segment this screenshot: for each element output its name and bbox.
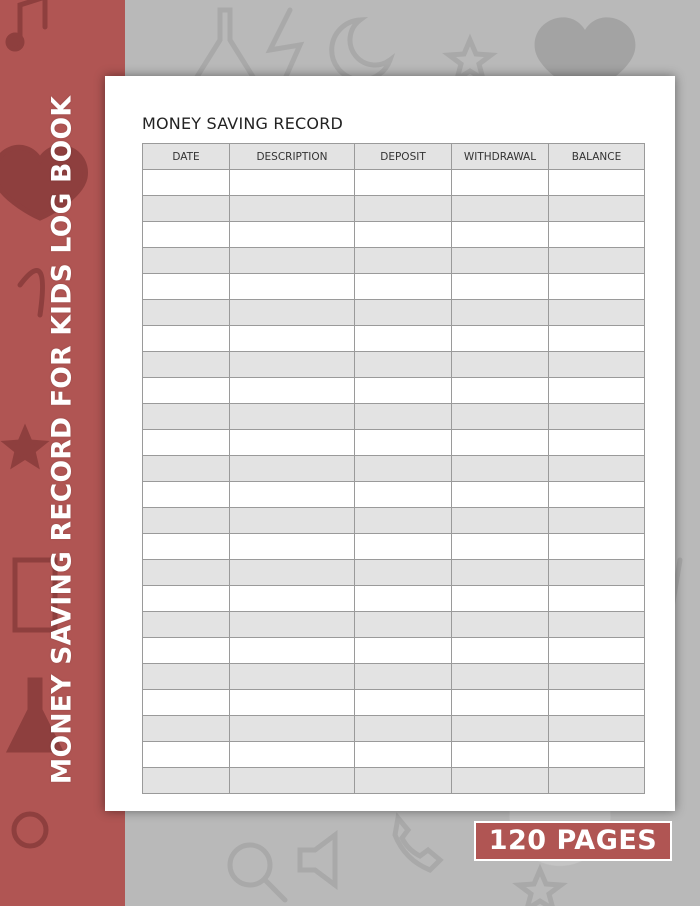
- table-row: [143, 456, 645, 482]
- date-cell: [143, 612, 230, 638]
- withdrawal-cell: [452, 612, 549, 638]
- date-cell: [143, 352, 230, 378]
- table-row: [143, 222, 645, 248]
- table-row: [143, 586, 645, 612]
- description-cell: [230, 482, 355, 508]
- deposit-cell: [355, 456, 452, 482]
- page-title: MONEY SAVING RECORD: [142, 114, 344, 133]
- balance-cell: [549, 274, 645, 300]
- flask-icon: [195, 10, 255, 80]
- deposit-cell: [355, 222, 452, 248]
- balance-cell: [549, 170, 645, 196]
- description-cell: [230, 456, 355, 482]
- date-cell: [143, 456, 230, 482]
- withdrawal-cell: [452, 768, 549, 794]
- table-row: [143, 690, 645, 716]
- description-cell: [230, 326, 355, 352]
- balance-cell: [549, 534, 645, 560]
- table-row: [143, 560, 645, 586]
- column-header-date: DATE: [143, 144, 230, 170]
- moon-icon: [332, 20, 390, 80]
- description-cell: [230, 352, 355, 378]
- deposit-cell: [355, 534, 452, 560]
- balance-cell: [549, 612, 645, 638]
- table-row: [143, 352, 645, 378]
- cover-spine-title: MONEY SAVING RECORD FOR KIDS LOG BOOK: [46, 95, 78, 785]
- withdrawal-cell: [452, 664, 549, 690]
- speaker-icon: [300, 835, 335, 885]
- deposit-cell: [355, 196, 452, 222]
- balance-cell: [549, 742, 645, 768]
- balance-cell: [549, 248, 645, 274]
- date-cell: [143, 664, 230, 690]
- deposit-cell: [355, 612, 452, 638]
- date-cell: [143, 274, 230, 300]
- description-cell: [230, 222, 355, 248]
- withdrawal-cell: [452, 560, 549, 586]
- date-cell: [143, 768, 230, 794]
- table-row: [143, 404, 645, 430]
- deposit-cell: [355, 352, 452, 378]
- balance-cell: [549, 430, 645, 456]
- table-body: [143, 170, 645, 794]
- balance-cell: [549, 482, 645, 508]
- balance-cell: [549, 690, 645, 716]
- balance-cell: [549, 768, 645, 794]
- date-cell: [143, 300, 230, 326]
- savings-log-table: [142, 143, 645, 794]
- withdrawal-cell: [452, 482, 549, 508]
- description-cell: [230, 742, 355, 768]
- deposit-cell: [355, 170, 452, 196]
- description-cell: [230, 768, 355, 794]
- column-header-withdrawal: WITHDRAWAL: [452, 144, 549, 170]
- table-row: [143, 274, 645, 300]
- deposit-cell: [355, 716, 452, 742]
- description-cell: [230, 690, 355, 716]
- balance-cell: [549, 196, 645, 222]
- balance-cell: [549, 300, 645, 326]
- table-row: [143, 768, 645, 794]
- balance-cell: [549, 716, 645, 742]
- deposit-cell: [355, 508, 452, 534]
- table-row: [143, 534, 645, 560]
- description-cell: [230, 170, 355, 196]
- table-header-row: [143, 144, 645, 170]
- deposit-cell: [355, 326, 452, 352]
- table-row: [143, 326, 645, 352]
- date-cell: [143, 716, 230, 742]
- table-row: [143, 482, 645, 508]
- music-note-icon: [20, 0, 45, 40]
- gear-icon: [14, 814, 46, 846]
- deposit-cell: [355, 664, 452, 690]
- withdrawal-cell: [452, 274, 549, 300]
- date-cell: [143, 326, 230, 352]
- star-icon: [7, 430, 43, 464]
- withdrawal-cell: [452, 456, 549, 482]
- balance-cell: [549, 326, 645, 352]
- description-cell: [230, 638, 355, 664]
- date-cell: [143, 222, 230, 248]
- phone-icon: [395, 818, 440, 870]
- column-header-description: DESCRIPTION: [230, 144, 355, 170]
- star-icon: [519, 870, 561, 906]
- description-cell: [230, 560, 355, 586]
- deposit-cell: [355, 586, 452, 612]
- withdrawal-cell: [452, 586, 549, 612]
- table-row: [143, 742, 645, 768]
- balance-cell: [549, 586, 645, 612]
- withdrawal-cell: [452, 534, 549, 560]
- description-cell: [230, 586, 355, 612]
- withdrawal-cell: [452, 196, 549, 222]
- date-cell: [143, 430, 230, 456]
- date-cell: [143, 196, 230, 222]
- withdrawal-cell: [452, 170, 549, 196]
- deposit-cell: [355, 300, 452, 326]
- withdrawal-cell: [452, 352, 549, 378]
- withdrawal-cell: [452, 716, 549, 742]
- date-cell: [143, 586, 230, 612]
- date-cell: [143, 378, 230, 404]
- description-cell: [230, 534, 355, 560]
- description-cell: [230, 430, 355, 456]
- withdrawal-cell: [452, 404, 549, 430]
- deposit-cell: [355, 638, 452, 664]
- withdrawal-cell: [452, 690, 549, 716]
- withdrawal-cell: [452, 248, 549, 274]
- table-row: [143, 612, 645, 638]
- description-cell: [230, 248, 355, 274]
- deposit-cell: [355, 248, 452, 274]
- deposit-cell: [355, 482, 452, 508]
- deposit-cell: [355, 768, 452, 794]
- withdrawal-cell: [452, 430, 549, 456]
- table-row: [143, 378, 645, 404]
- description-cell: [230, 196, 355, 222]
- withdrawal-cell: [452, 638, 549, 664]
- table-row: [143, 300, 645, 326]
- description-cell: [230, 508, 355, 534]
- withdrawal-cell: [452, 508, 549, 534]
- balance-cell: [549, 508, 645, 534]
- description-cell: [230, 716, 355, 742]
- deposit-cell: [355, 690, 452, 716]
- balance-cell: [549, 378, 645, 404]
- table-row: [143, 638, 645, 664]
- table-row: [143, 248, 645, 274]
- column-header-deposit: DEPOSIT: [355, 144, 452, 170]
- description-cell: [230, 300, 355, 326]
- balance-cell: [549, 456, 645, 482]
- deposit-cell: [355, 404, 452, 430]
- date-cell: [143, 534, 230, 560]
- table-row: [143, 508, 645, 534]
- balance-cell: [549, 638, 645, 664]
- deposit-cell: [355, 560, 452, 586]
- table-row: [143, 716, 645, 742]
- withdrawal-cell: [452, 326, 549, 352]
- balance-cell: [549, 352, 645, 378]
- balance-cell: [549, 404, 645, 430]
- date-cell: [143, 690, 230, 716]
- date-cell: [143, 170, 230, 196]
- date-cell: [143, 508, 230, 534]
- withdrawal-cell: [452, 300, 549, 326]
- balance-cell: [549, 664, 645, 690]
- date-cell: [143, 560, 230, 586]
- description-cell: [230, 664, 355, 690]
- deposit-cell: [355, 430, 452, 456]
- record-page: [105, 76, 675, 811]
- column-header-balance: BALANCE: [549, 144, 645, 170]
- table-row: [143, 430, 645, 456]
- balance-cell: [549, 560, 645, 586]
- withdrawal-cell: [452, 378, 549, 404]
- balance-cell: [549, 222, 645, 248]
- date-cell: [143, 742, 230, 768]
- date-cell: [143, 248, 230, 274]
- description-cell: [230, 404, 355, 430]
- table-row: [143, 664, 645, 690]
- table-row: [143, 170, 645, 196]
- table-row: [143, 196, 645, 222]
- date-cell: [143, 482, 230, 508]
- deposit-cell: [355, 274, 452, 300]
- star-icon: [449, 40, 491, 79]
- deposit-cell: [355, 378, 452, 404]
- description-cell: [230, 378, 355, 404]
- page-count-badge: 120 PAGES: [474, 821, 672, 861]
- date-cell: [143, 404, 230, 430]
- date-cell: [143, 638, 230, 664]
- description-cell: [230, 612, 355, 638]
- deposit-cell: [355, 742, 452, 768]
- withdrawal-cell: [452, 222, 549, 248]
- description-cell: [230, 274, 355, 300]
- withdrawal-cell: [452, 742, 549, 768]
